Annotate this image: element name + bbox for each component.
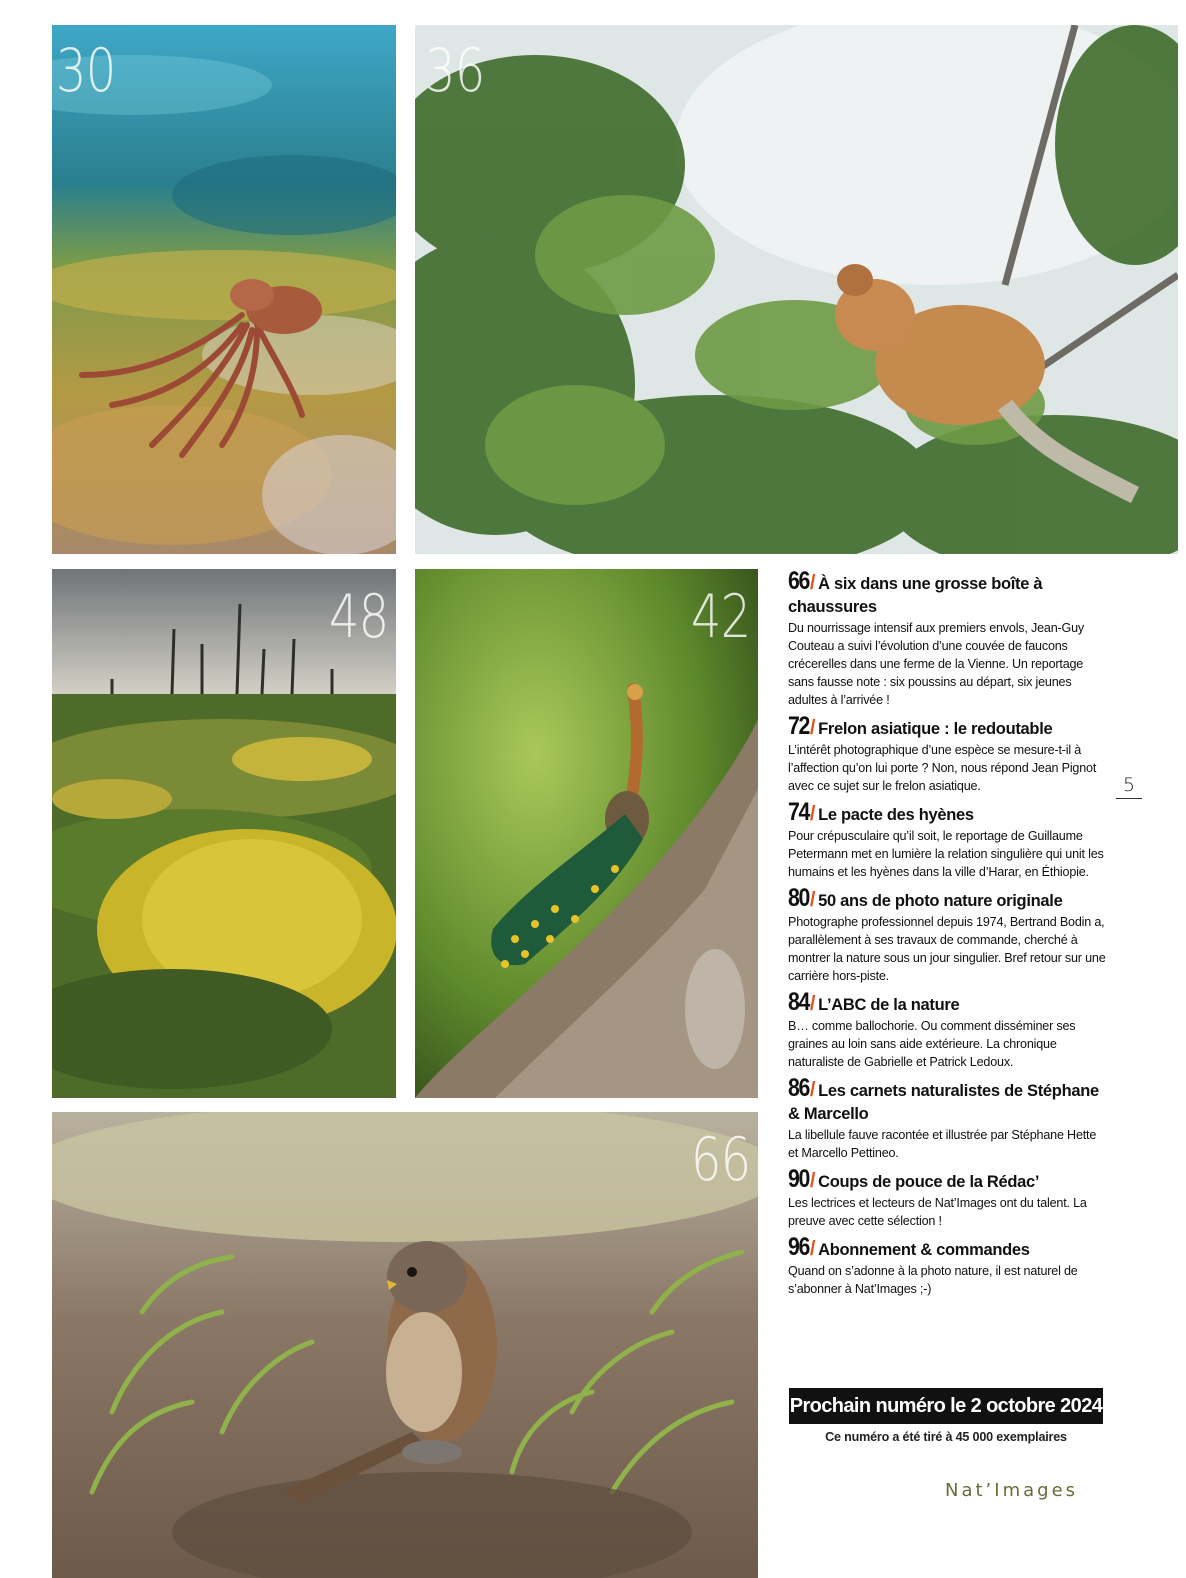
- toc-title: Frelon asiatique : le redoutable: [818, 720, 1053, 738]
- toc-slash: /: [809, 889, 816, 911]
- toc-entry[interactable]: [788, 712, 1108, 795]
- toc-entry-heading: [788, 1074, 1108, 1126]
- toc-entry-heading: [788, 884, 1108, 913]
- toc-slash: /: [809, 993, 816, 1015]
- toc-title: 50 ans de photo nature originale: [818, 892, 1063, 910]
- photo-page-number: 66: [690, 1125, 750, 1195]
- magazine-brand: Nat’Images: [945, 1480, 1079, 1501]
- photo-landscape: [52, 569, 396, 1098]
- toc-page-number: 90: [788, 1165, 810, 1193]
- toc-entry[interactable]: [788, 1074, 1108, 1162]
- toc-page-number: 84: [788, 988, 810, 1016]
- toc-page-number: 96: [788, 1233, 810, 1261]
- print-run-note: Ce numéro a été tiré à 45 000 exemplaires: [825, 1430, 1067, 1444]
- toc-title: À six dans une grosse boîte à chaussures: [788, 575, 1043, 616]
- toc-title: L’ABC de la nature: [818, 996, 960, 1014]
- page-number: 5: [1116, 774, 1142, 799]
- photo-monkey: [415, 25, 1178, 554]
- photo-page-number: 30: [56, 36, 116, 106]
- toc-description: Pour crépusculaire qu’il soit, le reportage de Guillaume Petermann met en lumière la relation singulière qui unit les humains et les hyènes dans la ville d’Harar, en Éthiopie.: [788, 829, 1104, 879]
- toc-title: Abonnement & commandes: [818, 1241, 1030, 1259]
- toc-description: Du nourrissage intensif aux premiers envols, Jean-Guy Couteau a suivi l’évolution d’une couvée de faucons crécerelles dans une ferme de la Vienne. Un reportage sans fausse note : six poussins au départ, six jeunes adultes à l’arrivée !: [788, 621, 1084, 707]
- photo-page-number: 48: [328, 582, 388, 652]
- toc-description: Photographe professionnel depuis 1974, Bertrand Bodin a, parallèlement à ses travaux de commande, cherché à montrer la nature sous un jour singulier. Bref retour sur une carrière hors-piste.: [788, 915, 1106, 983]
- toc-description: Quand on s’adonne à la photo nature, il est naturel de s’abonner à Nat’Images ;-): [788, 1264, 1078, 1296]
- toc-entry[interactable]: [788, 567, 1108, 709]
- toc-description: Les lectrices et lecteurs de Nat’Images ont du talent. La preuve avec cette sélection !: [788, 1196, 1087, 1228]
- toc-slash: /: [809, 803, 816, 825]
- toc-description: L’intérêt photographique d’une espèce se mesure-t-il à l’affection qu’on lui porte ? Non, nous répond Jean Pignot avec ce sujet sur le frelon asiatique.: [788, 743, 1097, 793]
- toc-entry-heading: [788, 1165, 1108, 1194]
- toc-entry[interactable]: [788, 798, 1108, 881]
- toc-entry-heading: [788, 712, 1108, 741]
- toc-page-number: 80: [788, 884, 810, 912]
- photo-page-number: 42: [690, 582, 750, 652]
- photo-lanternfly: [415, 569, 758, 1098]
- photo-octopus: [52, 25, 396, 554]
- photo-kestrel: [52, 1112, 758, 1578]
- toc-entry-heading: [788, 798, 1108, 827]
- toc-entry-heading: [788, 1233, 1108, 1262]
- toc-slash: /: [809, 1170, 816, 1192]
- next-issue-banner: Prochain numéro le 2 octobre 2024: [789, 1388, 1103, 1424]
- table-of-contents: [788, 567, 1108, 1304]
- toc-entry[interactable]: [788, 1165, 1108, 1230]
- toc-page-number: 86: [788, 1074, 810, 1102]
- kestrel-illustration: [52, 1112, 758, 1578]
- toc-entry-heading: [788, 988, 1108, 1017]
- toc-title: Le pacte des hyènes: [818, 806, 974, 824]
- toc-entry[interactable]: [788, 884, 1108, 985]
- toc-title: Coups de pouce de la Rédac’: [818, 1173, 1040, 1191]
- toc-entry[interactable]: [788, 988, 1108, 1071]
- photo-page-number: 36: [425, 36, 485, 106]
- toc-slash: /: [809, 572, 816, 594]
- toc-slash: /: [809, 1238, 816, 1260]
- toc-description: B… comme ballochorie. Ou comment disséminer ses graines au loin sans aide extérieure. La chronique naturaliste de Gabrielle et Patrick Ledoux.: [788, 1019, 1076, 1069]
- toc-slash: /: [809, 1079, 816, 1101]
- toc-page-number: 72: [788, 712, 810, 740]
- toc-description: La libellule fauve racontée et illustrée par Stéphane Hette et Marcello Pettineo.: [788, 1128, 1097, 1160]
- toc-page-number: 66: [788, 567, 810, 595]
- monkey-illustration: [415, 25, 1178, 554]
- toc-entry-heading: [788, 567, 1108, 619]
- toc-page-number: 74: [788, 798, 810, 826]
- toc-slash: /: [809, 717, 816, 739]
- toc-title: Les carnets naturalistes de Stéphane & Marcello: [788, 1082, 1099, 1123]
- toc-entry[interactable]: [788, 1233, 1108, 1298]
